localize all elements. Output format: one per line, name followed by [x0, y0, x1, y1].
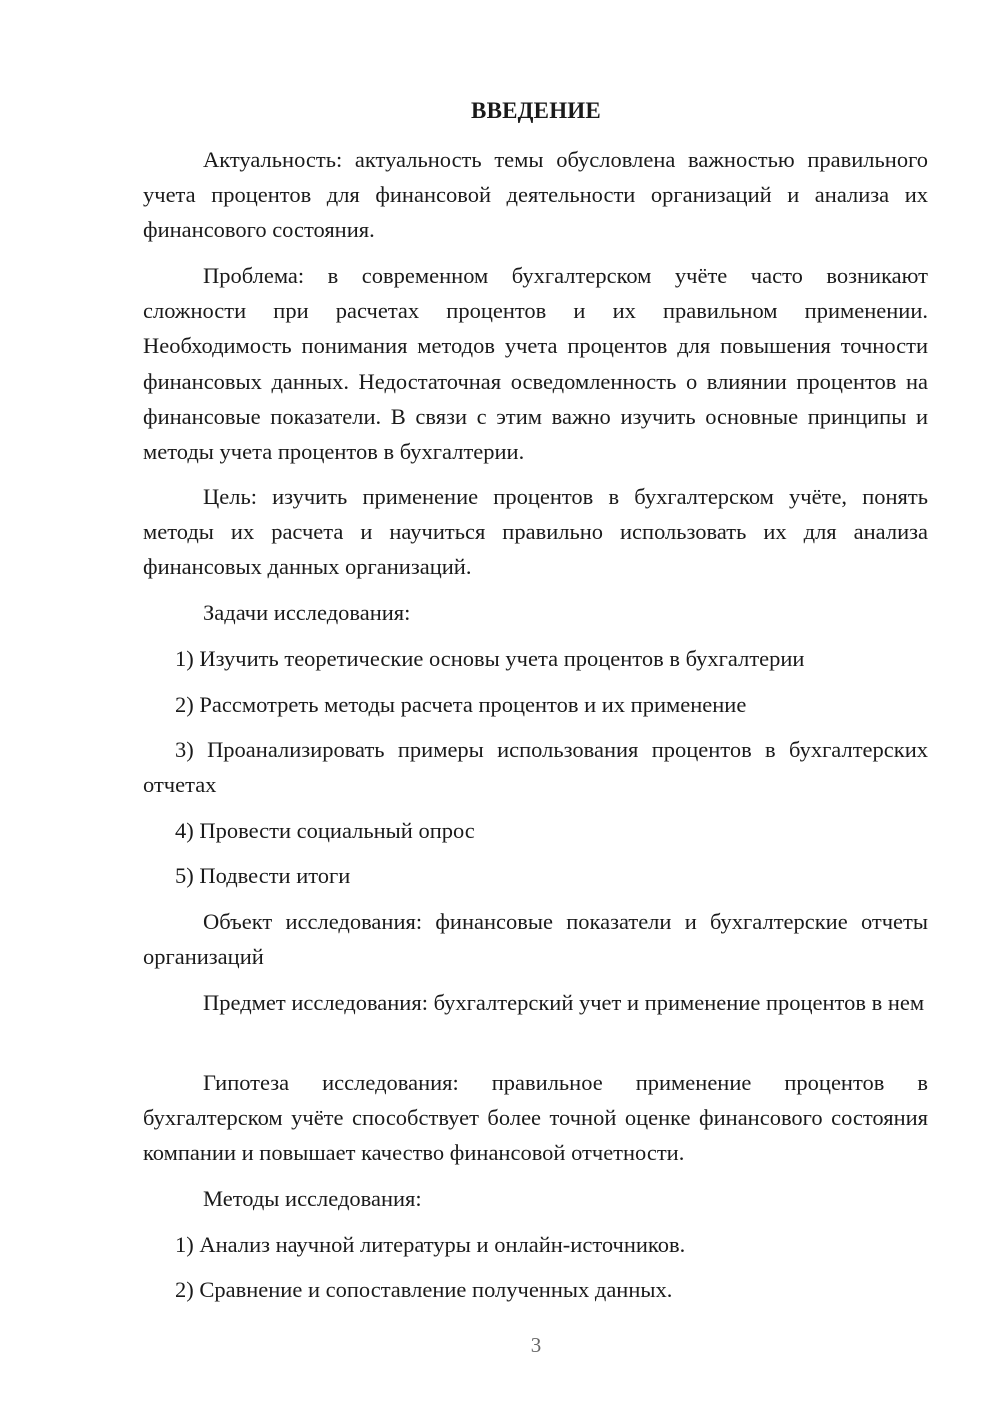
object-paragraph: Объект исследования: финансовые показатели и бухгалтерские отчеты организаций — [143, 909, 928, 970]
relevance-paragraph: Актуальность: актуальность темы обусловлена важностью правильного учета процентов для финансовой деятельности организаций и анализа их финансового состояния. — [143, 147, 928, 243]
page-title: ВВЕДЕНИЕ — [471, 98, 601, 123]
methods-heading: Методы исследования: — [203, 1186, 422, 1211]
task-item-1: 1) Изучить теоретические основы учета процентов в бухгалтерии — [175, 646, 805, 671]
method-item-2: 2) Сравнение и сопоставление полученных данных. — [175, 1277, 673, 1302]
subject-paragraph: Предмет исследования: бухгалтерский учет и применение процентов в нем — [203, 990, 925, 1015]
page-number: 3 — [530, 1333, 542, 1357]
task-item-5: 5) Подвести итоги — [175, 863, 351, 888]
goal-paragraph: Цель: изучить применение процентов в бухгалтерском учёте, понять методы их расчета и научиться правильно использовать их для анализа финансовых данных организаций. — [143, 484, 928, 580]
task-item-4: 4) Провести социальный опрос — [175, 818, 475, 843]
problem-paragraph: Проблема: в современном бухгалтерском учёте часто возникают сложности при расчетах процентов и их правильном применении. Необходимость понимания методов учета процентов для повышения точности финансовых данных. Недостаточная осведомленность о влиянии процентов на финансовые показатели. В связи с этим важно изучить основные принципы и методы учета процентов в бухгалтерии. — [143, 263, 928, 465]
task-item-3: 3) Проанализировать примеры использования процентов в бухгалтерских отчетах — [143, 737, 928, 798]
task-item-2: 2) Рассмотреть методы расчета процентов и их применение — [175, 692, 747, 717]
method-item-1: 1) Анализ научной литературы и онлайн-источников. — [175, 1232, 686, 1257]
hypothesis-paragraph: Гипотеза исследования: правильное применение процентов в бухгалтерском учёте способствует более точной оценке финансового состояния компании и повышает качество финансовой отчетности. — [143, 1070, 928, 1166]
tasks-heading: Задачи исследования: — [203, 600, 411, 625]
